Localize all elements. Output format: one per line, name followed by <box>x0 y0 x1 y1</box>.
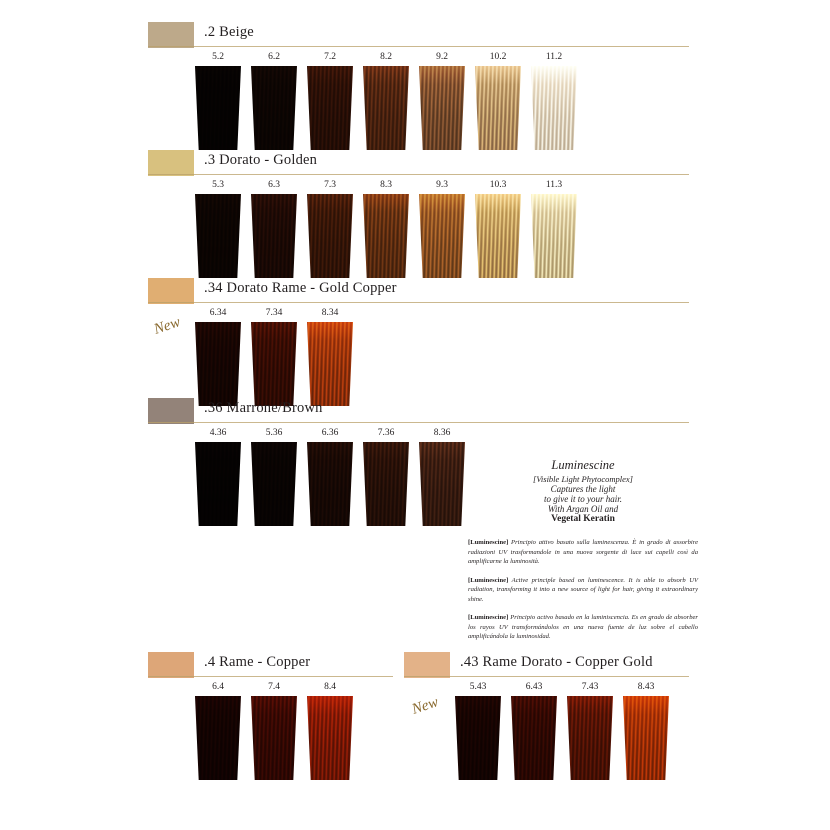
swatch-chip[interactable] <box>419 66 465 150</box>
section-swatch <box>404 652 450 678</box>
swatch-code: 7.36 <box>377 428 395 438</box>
swatch-code: 8.34 <box>321 308 339 318</box>
swatch-code: 6.3 <box>268 180 280 190</box>
hair-texture <box>307 322 353 406</box>
swatch-item[interactable] <box>623 682 669 780</box>
new-badge-label: New <box>410 694 441 718</box>
swatch-item[interactable] <box>363 180 409 278</box>
hair-texture <box>363 66 409 150</box>
luminescine-subtitle: [Visible Light Phytocomplex] <box>533 474 633 484</box>
hair-texture <box>251 194 297 278</box>
section-title: .2 Beige <box>204 24 254 40</box>
section-swatch <box>148 398 194 424</box>
section-beige <box>148 22 708 48</box>
section-header <box>148 22 708 48</box>
swatch-item[interactable] <box>307 308 353 406</box>
swatch-chip[interactable] <box>251 194 297 278</box>
swatch-chip[interactable] <box>251 322 297 406</box>
section-header <box>148 652 408 678</box>
swatch-chip[interactable] <box>307 442 353 526</box>
swatch-item[interactable] <box>251 180 297 278</box>
section-swatch <box>148 150 194 176</box>
swatch-code: 8.36 <box>433 428 451 438</box>
swatch-code: 8.43 <box>637 682 655 692</box>
swatch-item[interactable] <box>363 52 409 150</box>
luminescine-paragraphs <box>468 538 698 642</box>
swatch-chip[interactable] <box>195 322 241 406</box>
swatch-item[interactable] <box>195 682 241 780</box>
swatch-code: 7.3 <box>324 180 336 190</box>
swatch-chip[interactable] <box>531 66 577 150</box>
swatch-item[interactable] <box>475 180 521 278</box>
luminescine-line4: Vegetal Keratin <box>551 514 615 524</box>
luminescine-line3: With Argan Oil and <box>547 504 619 514</box>
luminescine-line1: Captures the light <box>550 484 616 494</box>
hair-texture <box>195 66 241 150</box>
section-title: .36 Marrone/Brown <box>204 400 323 416</box>
section-rule <box>404 676 689 677</box>
swatch-item[interactable] <box>307 180 353 278</box>
hair-texture <box>307 66 353 150</box>
luminescine-paragraph: [Luminescine] Active principle based on luminescence. It is able to absorb UV radiation, transforming it into a new source of light for hair, giving it extraordinary shine. <box>468 576 698 603</box>
hair-texture <box>195 194 241 278</box>
swatch-chip[interactable] <box>307 66 353 150</box>
hair-texture <box>363 442 409 526</box>
swatch-item[interactable] <box>419 428 465 526</box>
hair-texture <box>251 322 297 406</box>
hair-texture <box>307 696 353 780</box>
swatch-item[interactable] <box>307 52 353 150</box>
hair-texture <box>623 696 669 780</box>
hair-texture <box>195 322 241 406</box>
hair-texture <box>511 696 557 780</box>
swatch-code: 9.3 <box>436 180 448 190</box>
section-header <box>404 652 704 678</box>
swatch-item[interactable] <box>251 308 297 406</box>
swatch-chip[interactable] <box>511 696 557 780</box>
section-header <box>148 278 708 304</box>
section-header <box>148 150 708 176</box>
swatch-item[interactable] <box>567 682 613 780</box>
swatch-code: 7.34 <box>265 308 283 318</box>
hair-texture <box>531 194 577 278</box>
hair-texture <box>251 442 297 526</box>
swatch-code: 11.3 <box>545 180 563 190</box>
swatch-item[interactable] <box>455 682 501 780</box>
swatch-chip[interactable] <box>251 696 297 780</box>
hair-texture <box>419 194 465 278</box>
swatch-code: 5.2 <box>212 52 224 62</box>
swatch-code: 8.3 <box>380 180 392 190</box>
swatch-item[interactable] <box>195 52 241 150</box>
swatch-item[interactable] <box>251 52 297 150</box>
section-marrone-brown <box>148 398 708 424</box>
section-title: .3 Dorato - Golden <box>204 152 318 168</box>
section-swatch <box>148 22 194 48</box>
swatch-code: 8.2 <box>380 52 392 62</box>
swatch-item[interactable] <box>511 682 557 780</box>
swatch-item[interactable] <box>475 52 521 150</box>
hair-texture <box>419 442 465 526</box>
section-title: .4 Rame - Copper <box>204 654 311 670</box>
swatch-chip[interactable] <box>567 696 613 780</box>
section-title: .34 Dorato Rame - Gold Copper <box>204 280 397 296</box>
section-swatch <box>148 652 194 678</box>
hair-texture <box>195 696 241 780</box>
hair-texture <box>475 66 521 150</box>
swatch-chip[interactable] <box>363 194 409 278</box>
swatch-item[interactable] <box>195 428 241 526</box>
swatch-code: 6.4 <box>212 682 224 692</box>
section-rule <box>148 676 393 677</box>
swatch-chip[interactable] <box>531 194 577 278</box>
swatch-chip[interactable] <box>475 194 521 278</box>
swatch-chip[interactable] <box>195 696 241 780</box>
section-rame-copper <box>148 652 408 678</box>
hair-texture <box>251 66 297 150</box>
section-rame-dorato <box>404 652 704 678</box>
swatch-item[interactable] <box>195 308 241 406</box>
hair-texture <box>363 194 409 278</box>
swatch-item[interactable] <box>419 180 465 278</box>
hair-texture <box>307 194 353 278</box>
swatch-code: 4.36 <box>209 428 227 438</box>
hair-texture <box>195 442 241 526</box>
section-title: .43 Rame Dorato - Copper Gold <box>460 654 653 670</box>
swatch-code: 6.2 <box>268 52 280 62</box>
swatch-chip[interactable] <box>363 66 409 150</box>
hair-texture <box>455 696 501 780</box>
swatch-chip[interactable] <box>419 194 465 278</box>
swatch-chip[interactable] <box>195 66 241 150</box>
section-rule <box>148 46 689 47</box>
swatch-chip[interactable] <box>455 696 501 780</box>
swatch-item[interactable] <box>531 180 577 278</box>
section-rule <box>148 422 689 423</box>
hair-texture <box>475 194 521 278</box>
hair-texture <box>307 442 353 526</box>
hair-texture <box>531 66 577 150</box>
hair-texture <box>251 696 297 780</box>
swatch-code: 10.2 <box>489 52 507 62</box>
swatch-item[interactable] <box>531 52 577 150</box>
swatch-code: 6.36 <box>321 428 339 438</box>
new-badge-rame-dorato <box>410 692 454 726</box>
swatch-code: 10.3 <box>489 180 507 190</box>
section-rule <box>148 302 689 303</box>
luminescine-paragraph: [Luminescine] Principio activo basado en la luminiscencia. Es en grado de absorber los rayos UV transformándolos en una nueva fuente de luz sobre el cabello amplificándola la luminosidad. <box>468 614 698 641</box>
hair-texture <box>419 66 465 150</box>
swatch-chip[interactable] <box>307 696 353 780</box>
swatch-chip[interactable] <box>475 66 521 150</box>
swatch-item[interactable] <box>307 682 353 780</box>
swatch-item[interactable] <box>307 428 353 526</box>
new-badge-dorato-rame <box>152 312 196 346</box>
swatch-code: 5.43 <box>469 682 487 692</box>
swatch-code: 9.2 <box>436 52 448 62</box>
swatch-chip[interactable] <box>419 442 465 526</box>
section-dorato-golden <box>148 150 708 176</box>
new-badge-label: New <box>152 314 183 338</box>
swatch-chip[interactable] <box>251 66 297 150</box>
swatch-code: 8.4 <box>324 682 336 692</box>
section-rule <box>148 174 689 175</box>
section-dorato-rame <box>148 278 708 304</box>
swatch-code: 6.43 <box>525 682 543 692</box>
luminescine-block <box>468 458 698 651</box>
swatch-item[interactable] <box>251 428 297 526</box>
luminescine-paragraph: [Luminescine] Principio attivo basato sulla luminescenza. È in grado di assorbire radiazioni UV trasformandole in una nuova sorgente di luce sui capelli così da amplificarne la luminosità. <box>468 539 698 566</box>
swatch-code: 6.34 <box>209 308 227 318</box>
section-header <box>148 398 708 424</box>
swatch-code: 7.2 <box>324 52 336 62</box>
swatch-chip[interactable] <box>623 696 669 780</box>
swatch-item[interactable] <box>419 52 465 150</box>
swatch-code: 5.3 <box>212 180 224 190</box>
swatch-chip[interactable] <box>195 194 241 278</box>
swatch-item[interactable] <box>195 180 241 278</box>
swatch-chip[interactable] <box>195 442 241 526</box>
luminescine-line2: to give it to your hair. <box>544 494 622 504</box>
swatch-code: 7.43 <box>581 682 599 692</box>
section-swatch <box>148 278 194 304</box>
swatch-item[interactable] <box>363 428 409 526</box>
swatch-chip[interactable] <box>251 442 297 526</box>
hair-texture <box>567 696 613 780</box>
swatch-chip[interactable] <box>307 322 353 406</box>
swatch-chip[interactable] <box>307 194 353 278</box>
luminescine-title: Luminescine <box>551 458 615 472</box>
swatch-code: 5.36 <box>265 428 283 438</box>
swatch-code: 7.4 <box>268 682 280 692</box>
swatch-item[interactable] <box>251 682 297 780</box>
swatch-chip[interactable] <box>363 442 409 526</box>
swatch-code: 11.2 <box>545 52 563 62</box>
